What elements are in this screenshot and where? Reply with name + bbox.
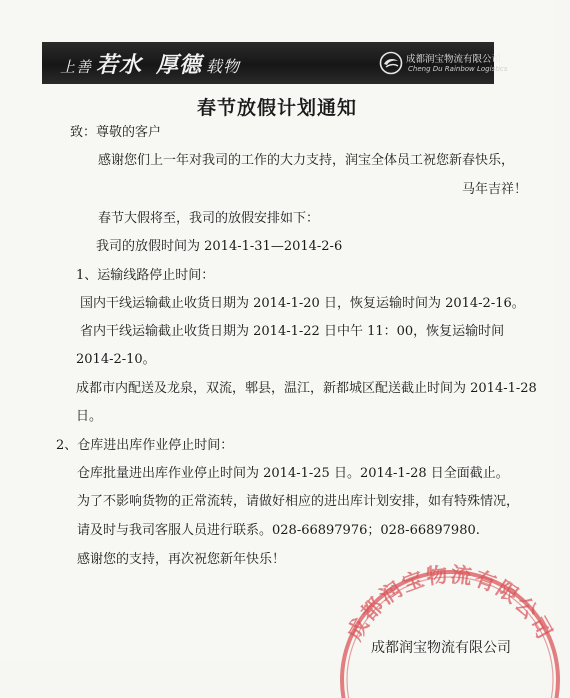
notice-title: 春节放假计划通知: [196, 97, 357, 119]
salutation: 致：尊敬的客户: [70, 125, 162, 140]
svg-text:成都润宝物流有限公司: [342, 562, 557, 644]
letterhead-banner: [42, 42, 508, 84]
greeting-line-2: 马年吉祥！: [462, 182, 528, 197]
slogan-part-4: 载物: [206, 57, 241, 76]
company-seal-stamp: [330, 548, 570, 698]
company-name-en: Cheng Du Rainbow Logistics: [408, 65, 508, 73]
company-name-cn: 成都润宝物流有限公司: [406, 54, 502, 65]
company-logo-icon: [379, 51, 403, 75]
section-2-line-1: 仓库批量进出库作业停止时间为 2014-1-25 日。2014-1-28 日全面截止。: [77, 466, 509, 481]
section-1-line-2a: 省内干线运输截止收货日期为 2014-1-22 日中午 11：00，恢复运输时间: [80, 324, 505, 339]
stamp-text: 成都润宝物流有限公司: [342, 562, 558, 645]
section-2-line-2b: 请及时与我司客服人员进行联系。028-66897976；028-66897980.: [77, 523, 480, 538]
section-2-heading: 2、仓库进出库作业停止时间：: [56, 438, 234, 453]
section-1-heading: 1、运输线路停止时间：: [76, 268, 215, 283]
section-1-line-3a: 成都市内配送及龙泉，双流，郫县，温江，新都城区配送截止时间为 2014-1-28: [76, 381, 537, 396]
section-1-line-2b: 2014-2-10。: [76, 352, 156, 367]
closing-line: 感谢您的支持，再次祝您新年快乐！: [77, 552, 286, 567]
signature-company-name: 成都润宝物流有限公司: [371, 640, 511, 656]
holiday-intro: 春节大假将至，我司的放假安排如下：: [98, 211, 320, 226]
slogan-part-2: 若水: [96, 52, 143, 78]
slogan-calligraphy: [60, 48, 240, 79]
slogan-part-1: 上善: [60, 58, 93, 76]
holiday-period: 我司的放假时间为 2014-1-31—2014-2-6: [96, 239, 343, 254]
section-2-line-2a: 为了不影响货物的正常流转，请做好相应的进出库计划安排，如有特殊情况，: [77, 494, 520, 509]
greeting-line-1: 感谢您们上一年对我司的工作的大力支持，润宝全体员工祝您新春快乐，: [98, 153, 515, 168]
section-1-line-3b: 日。: [76, 409, 103, 424]
section-1-line-1: 国内干线运输截止收货日期为 2014-1-20 日，恢复运输时间为 2014-2-16。: [80, 296, 525, 311]
slogan-part-3: 厚德: [156, 52, 203, 78]
